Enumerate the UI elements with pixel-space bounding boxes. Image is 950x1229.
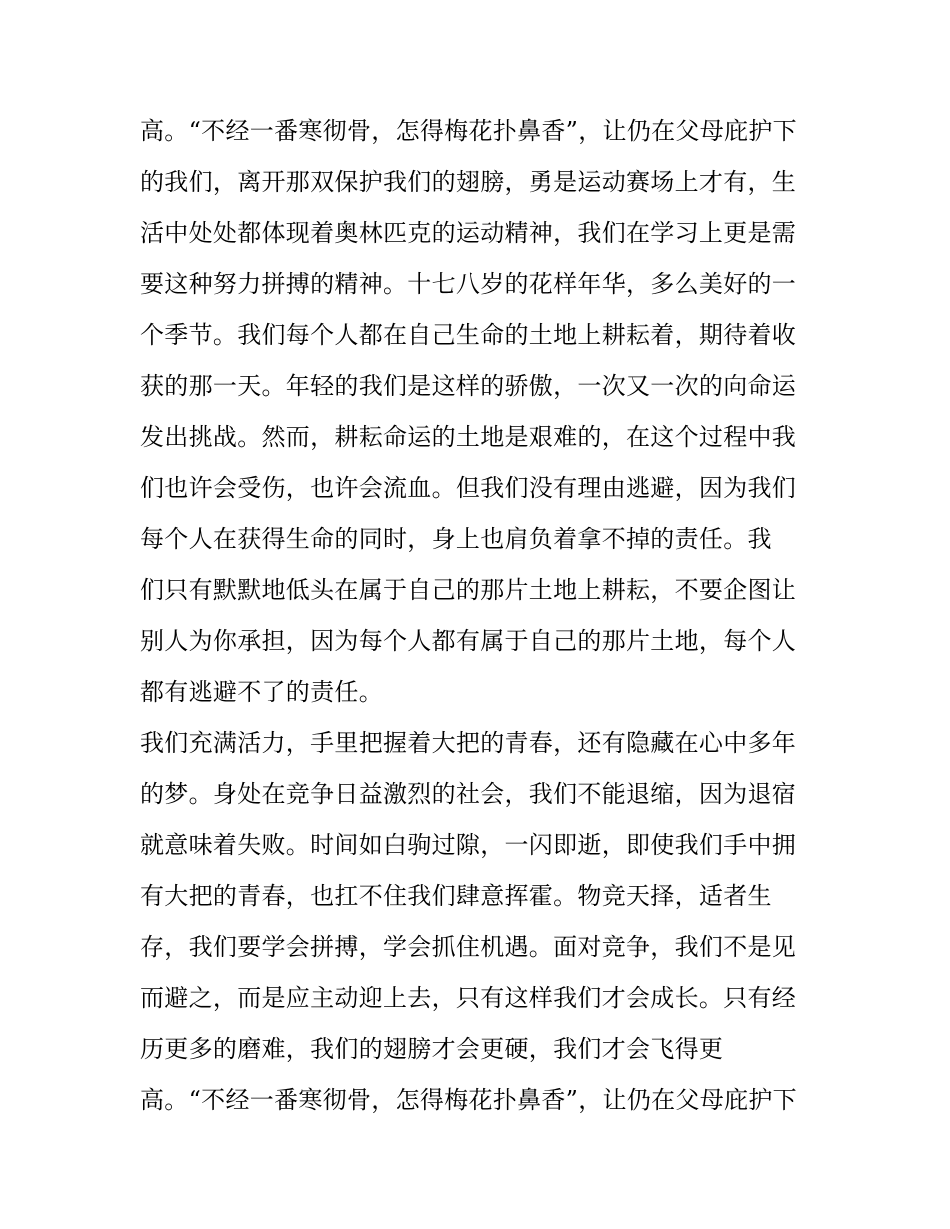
text-line: 的我们，离开那双保护我们的翅膀，勇是运动赛场上才有，生 — [140, 168, 797, 196]
text-line: 发出挑战。然而，耕耘命运的土地是艰难的，在这个过程中我 — [140, 423, 797, 451]
text-line: 都有逃避不了的责任。 — [140, 678, 383, 706]
text-line: 高。“不经一番寒彻骨，怎得梅花扑鼻香”，让仍在父母庇护下 — [140, 117, 797, 145]
text-line: 要这种努力拼搏的精神。十七八岁的花样年华，多么美好的一 — [140, 270, 797, 298]
text-line: 高。“不经一番寒彻骨，怎得梅花扑鼻香”，让仍在父母庇护下 — [140, 1086, 797, 1114]
text-line: 有大把的青春，也扛不住我们肆意挥霍。物竞天择，适者生 — [140, 882, 772, 910]
text-line: 就意味着失败。时间如白驹过隙，一闪即逝，即使我们手中拥 — [140, 831, 797, 859]
text-line: 而避之，而是应主动迎上去，只有这样我们才会成长。只有经 — [140, 984, 797, 1012]
text-line: 别人为你承担，因为每个人都有属于自己的那片土地，每个人 — [140, 627, 797, 655]
text-line: 存，我们要学会拼搏，学会抓住机遇。面对竞争，我们不是见 — [140, 933, 797, 961]
body-text — [140, 106, 820, 1126]
text-line: 的梦。身处在竞争日益激烈的社会，我们不能退缩，因为退宿 — [140, 780, 797, 808]
text-line: 获的那一天。年轻的我们是这样的骄傲，一次又一次的向命运 — [140, 372, 797, 400]
text-line: 活中处处都体现着奥林匹克的运动精神，我们在学习上更是需 — [140, 219, 797, 247]
text-line: 们只有默默地低头在属于自己的那片土地上耕耘，不要企图让 — [140, 576, 797, 604]
text-line: 我们充满活力，手里把握着大把的青春，还有隐藏在心中多年 — [140, 729, 797, 757]
text-line: 每个人在获得生命的同时，身上也肩负着拿不掉的责任。我 — [140, 525, 772, 553]
text-line: 个季节。我们每个人都在自己生命的土地上耕耘着，期待着收 — [140, 321, 797, 349]
text-line: 们也许会受伤，也许会流血。但我们没有理由逃避，因为我们 — [140, 474, 797, 502]
text-line: 历更多的磨难，我们的翅膀才会更硬，我们才会飞得更 — [140, 1035, 724, 1063]
